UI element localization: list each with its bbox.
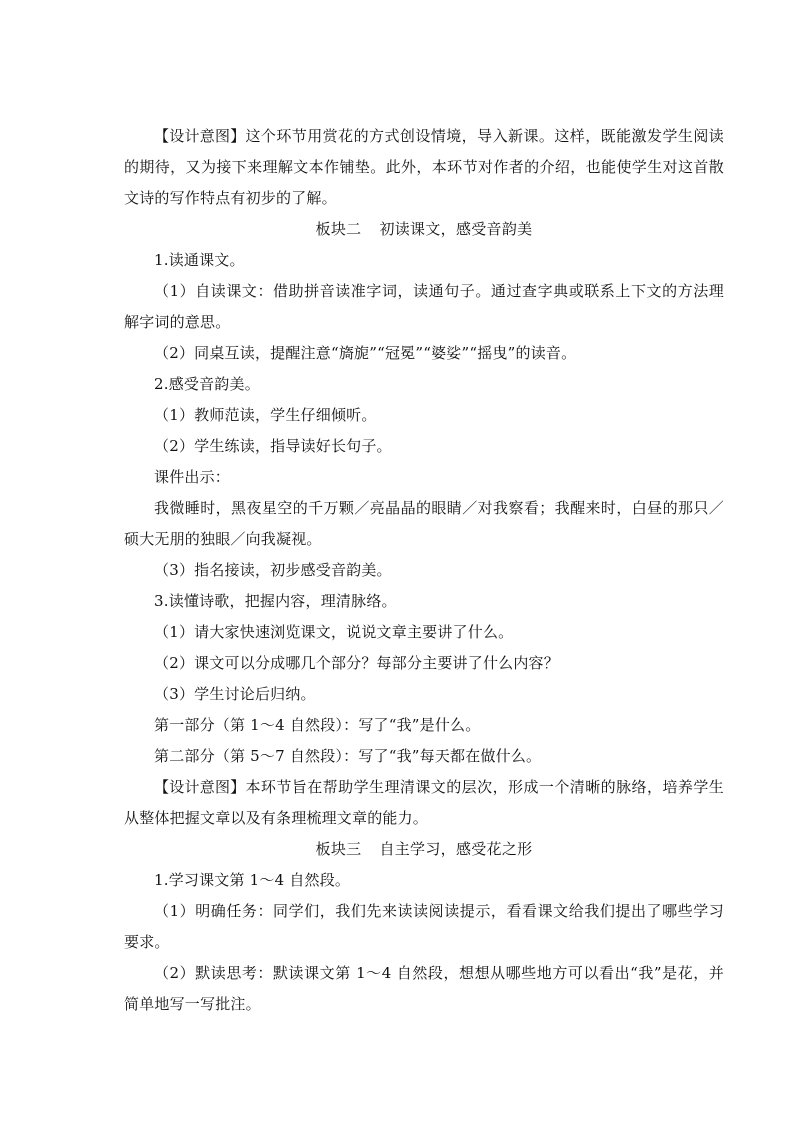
design-intent-paragraph-1 xyxy=(124,121,724,214)
list-item: （1）请大家快速浏览课文，说说文章主要讲了什么。 xyxy=(154,623,514,641)
part-summary-2: 第二部分（第 5～7 自然段）：写了“我”每天都在做什么。 xyxy=(154,747,542,765)
list-item: （2）学生练读，指导读好长句子。 xyxy=(154,437,392,455)
list-item: （2）课文可以分成哪几个部分？每部分主要讲了什么内容？ xyxy=(154,654,559,672)
design-intent-text: 这个环节用赏花的方式创设情境，导入新课。这样，既能激发学生阅读的期待，又为接下来理解文本作铺垫。此外，本环节对作者的介绍，也能使学生对这首散文诗的写作特点有初步的了解。 xyxy=(124,127,724,207)
section-heading-title: 自主学习，感受花之形 xyxy=(379,840,533,858)
design-intent-paragraph-2 xyxy=(124,772,724,834)
section-heading-3 xyxy=(124,834,724,865)
list-item: （1）教师范读，学生仔细倾听。 xyxy=(154,406,377,424)
list-item-title: 3.读懂诗歌，把握内容，理清脉络。 xyxy=(154,592,397,610)
section-heading-number: 板块三 xyxy=(315,840,362,858)
list-item-title: 1.学习课文第 1～4 自然段。 xyxy=(154,871,351,889)
list-item: （1）自读课文：借助拼音读准字词，读通句子。通过查字典或联系上下文的方法理解字词的意思。 xyxy=(124,282,724,331)
list-item-title: 2.感受音韵美。 xyxy=(154,375,260,393)
courseware-label: 课件出示： xyxy=(154,468,231,486)
courseware-text: 我微睡时，黑夜星空的千万颗／亮晶晶的眼睛／对我察看；我醒来时，白昼的那只／硕大无朋的独眼／向我凝视。 xyxy=(124,499,724,548)
list-item-title: 1.读通课文。 xyxy=(154,251,245,269)
document-body xyxy=(124,121,724,1020)
design-intent-label: 【设计意图】 xyxy=(154,778,246,796)
section-heading-title: 初读课文，感受音韵美 xyxy=(379,220,533,238)
list-item: （1）明确任务：同学们，我们先来读读阅读提示，看看课文给我们提出了哪些学习要求。 xyxy=(124,902,724,951)
section-heading-number: 板块二 xyxy=(315,220,362,238)
design-intent-label: 【设计意图】 xyxy=(154,127,246,145)
part-summary-1: 第一部分（第 1～4 自然段）：写了“我”是什么。 xyxy=(154,716,481,734)
design-intent-text: 本环节旨在帮助学生理清课文的层次，形成一个清晰的脉络，培养学生从整体把握文章以及有条理梳理文章的能力。 xyxy=(124,778,724,827)
list-item: （2）默读思考：默读课文第 1～4 自然段，想想从哪些地方可以看出“我”是花，并简单地写一写批注。 xyxy=(124,964,724,1013)
list-item: （3）学生讨论后归纳。 xyxy=(154,685,316,703)
section-heading-2 xyxy=(124,214,724,245)
list-item: （3）指名接读，初步感受音韵美。 xyxy=(154,561,392,579)
list-item: （2）同桌互读，提醒注意“旖旎”“冠冕”“婆娑”“摇曳”的读音。 xyxy=(154,344,577,362)
